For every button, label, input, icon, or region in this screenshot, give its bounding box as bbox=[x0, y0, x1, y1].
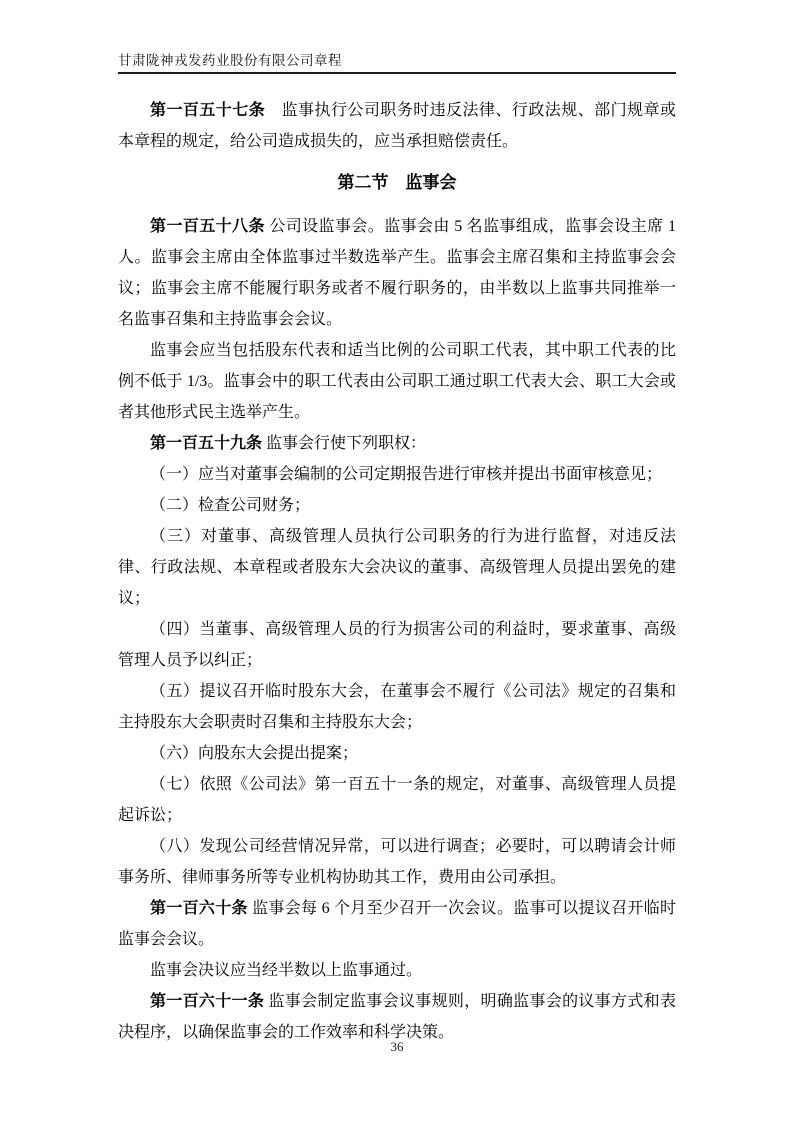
page-number: 36 bbox=[390, 1039, 404, 1054]
running-header-title: 甘肃陇神戎发药业股份有限公司章程 bbox=[118, 53, 342, 68]
running-header bbox=[118, 52, 676, 74]
paragraph: （一）应当对董事会编制的公司定期报告进行审核并提出书面审核意见； bbox=[150, 466, 663, 483]
article-number: 第一百五十九条 bbox=[150, 435, 263, 452]
article-number: 第一百六十一条 bbox=[150, 993, 265, 1010]
paragraph: （五）提议召开临时股东大会，在董事会不履行《公司法》规定的召集和主持股东大会职责时召集和主持股东大会； bbox=[118, 683, 676, 731]
section-heading: 第二节 监事会 bbox=[337, 173, 457, 192]
paragraph: （三）对董事、高级管理人员执行公司职务的行为进行监督，对违反法律、行政法规、本章程或者股东大会决议的董事、高级管理人员提出罢免的建议； bbox=[118, 528, 676, 607]
document-body bbox=[118, 95, 676, 1048]
paragraph: 监事会决议应当经半数以上监事通过。 bbox=[150, 962, 423, 979]
paragraph: 第一百五十八条 公司设监事会。监事会由 5 名监事组成，监事会设主席 1 人。监事会主席由全体监事过半数选举产生。监事会主席召集和主持监事会会议；监事会主席不能履行职务或者不履行职务的，由半数以上监事共同推举一名监事召集和主持监事会会议。 bbox=[118, 218, 676, 328]
paragraph: （八）发现公司经营情况异常，可以进行调查；必要时，可以聘请会计师事务所、律师事务所等专业机构协助其工作，费用由公司承担。 bbox=[118, 838, 676, 886]
paragraph: 第一百五十七条 监事执行公司职务时违反法律、行政法规、部门规章或本章程的规定，给公司造成损失的，应当承担赔偿责任。 bbox=[118, 102, 676, 150]
paragraph: 第一百六十条 监事会每 6 个月至少召开一次会议。监事可以提议召开临时监事会会议。 bbox=[118, 900, 676, 948]
paragraph: （二）检查公司财务； bbox=[150, 497, 311, 514]
paragraph: （四）当董事、高级管理人员的行为损害公司的利益时，要求董事、高级管理人员予以纠正； bbox=[118, 621, 676, 669]
article-number: 第一百五十八条 bbox=[150, 218, 265, 235]
paragraph: 监事会应当包括股东代表和适当比例的公司职工代表，其中职工代表的比例不低于 1/3。监事会中的职工代表由公司职工通过职工代表大会、职工大会或者其他形式民主选举产生。 bbox=[118, 342, 676, 421]
article-number: 第一百五十七条 bbox=[150, 102, 266, 119]
paragraph: （六）向股东大会提出提案； bbox=[150, 745, 359, 762]
paragraph: （七）依照《公司法》第一百五十一条的规定，对董事、高级管理人员提起诉讼； bbox=[118, 776, 676, 824]
paragraph: 第一百六十一条 监事会制定监事会议事规则，明确监事会的议事方式和表决程序，以确保监事会的工作效率和科学决策。 bbox=[118, 993, 676, 1041]
paragraph: 第一百五十九条 监事会行使下列职权： bbox=[150, 435, 427, 452]
article-number: 第一百六十条 bbox=[150, 900, 248, 917]
